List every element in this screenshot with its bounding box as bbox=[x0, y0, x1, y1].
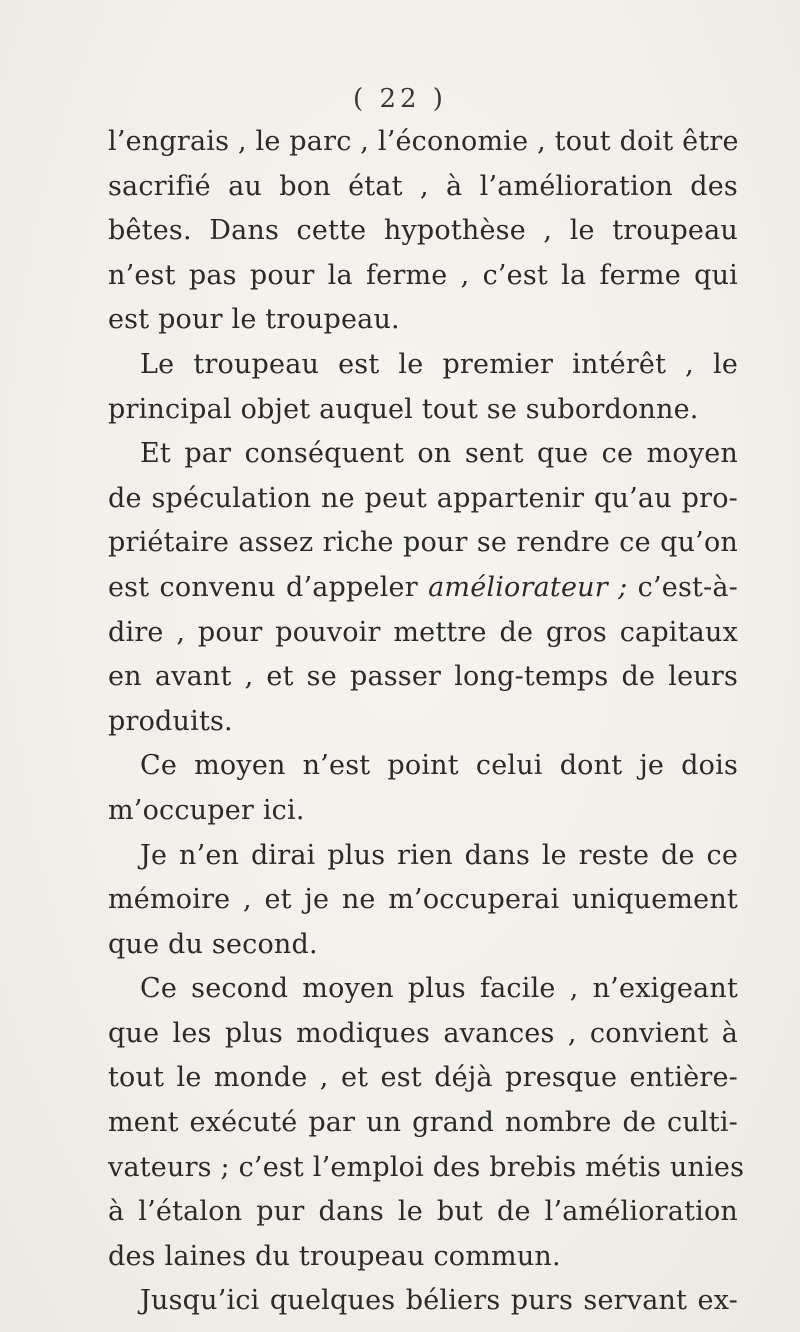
text-line: n’est pas pour la ferme , c’est la ferme qui bbox=[108, 259, 738, 291]
text-line: à l’étalon pur dans le but de l’amélioration bbox=[108, 1196, 738, 1228]
body-text bbox=[108, 120, 745, 1324]
text-line: Ce moyen n’est point celui dont je dois bbox=[140, 750, 738, 782]
text-line: que du second. bbox=[108, 928, 318, 960]
text-line: Jusqu’ici quelques béliers purs servant ex- bbox=[140, 1285, 738, 1317]
text-line: priétaire assez riche pour se rendre ce qu’on bbox=[108, 527, 738, 559]
text-line: Ce second moyen plus facile , n’exigeant bbox=[140, 973, 738, 1005]
text-line: principal objet auquel tout se subordonne. bbox=[108, 393, 699, 425]
text-line: ment exécuté par un grand nombre de culti- bbox=[108, 1107, 738, 1139]
text-line: Je n’en dirai plus rien dans le reste de ce bbox=[140, 839, 738, 871]
text-line: m’occuper ici. bbox=[108, 794, 305, 826]
text-line: l’engrais , le parc , l’économie , tout doit être bbox=[108, 126, 739, 157]
text-line: Et par conséquent on sent que ce moyen bbox=[140, 438, 738, 470]
text-line: des laines du troupeau commun. bbox=[108, 1240, 561, 1272]
text-line: sacrifié au bon état , à l’amélioration des bbox=[108, 170, 738, 202]
page-number: ( 22 ) bbox=[353, 84, 447, 114]
text-line: produits. bbox=[108, 705, 233, 737]
text-line: de spéculation ne peut appartenir qu’au pro- bbox=[108, 482, 738, 514]
text-segment: c’est-à- bbox=[627, 571, 738, 603]
text-line: est pour le troupeau. bbox=[108, 304, 400, 336]
text-line: vateurs ; c’est l’emploi des brebis métis unies bbox=[108, 1151, 745, 1183]
text-line: en avant , et se passer long-temps de leurs bbox=[108, 661, 738, 693]
text-line: dire , pour pouvoir mettre de gros capitaux bbox=[108, 616, 738, 648]
italic-term: améliorateur ; bbox=[428, 571, 628, 603]
text-line: mémoire , et je ne m’occuperai uniquement bbox=[108, 884, 738, 916]
text-line: tout le monde , et est déjà presque entière- bbox=[108, 1062, 738, 1094]
text-segment: est convenu d’appeler bbox=[108, 571, 429, 603]
text-line: que les plus modiques avances , convient à bbox=[108, 1017, 738, 1049]
text-line: bêtes. Dans cette hypothèse , le troupeau bbox=[108, 215, 738, 247]
text-line: Le troupeau est le premier intérêt , le bbox=[140, 348, 738, 380]
text-line bbox=[108, 566, 738, 611]
